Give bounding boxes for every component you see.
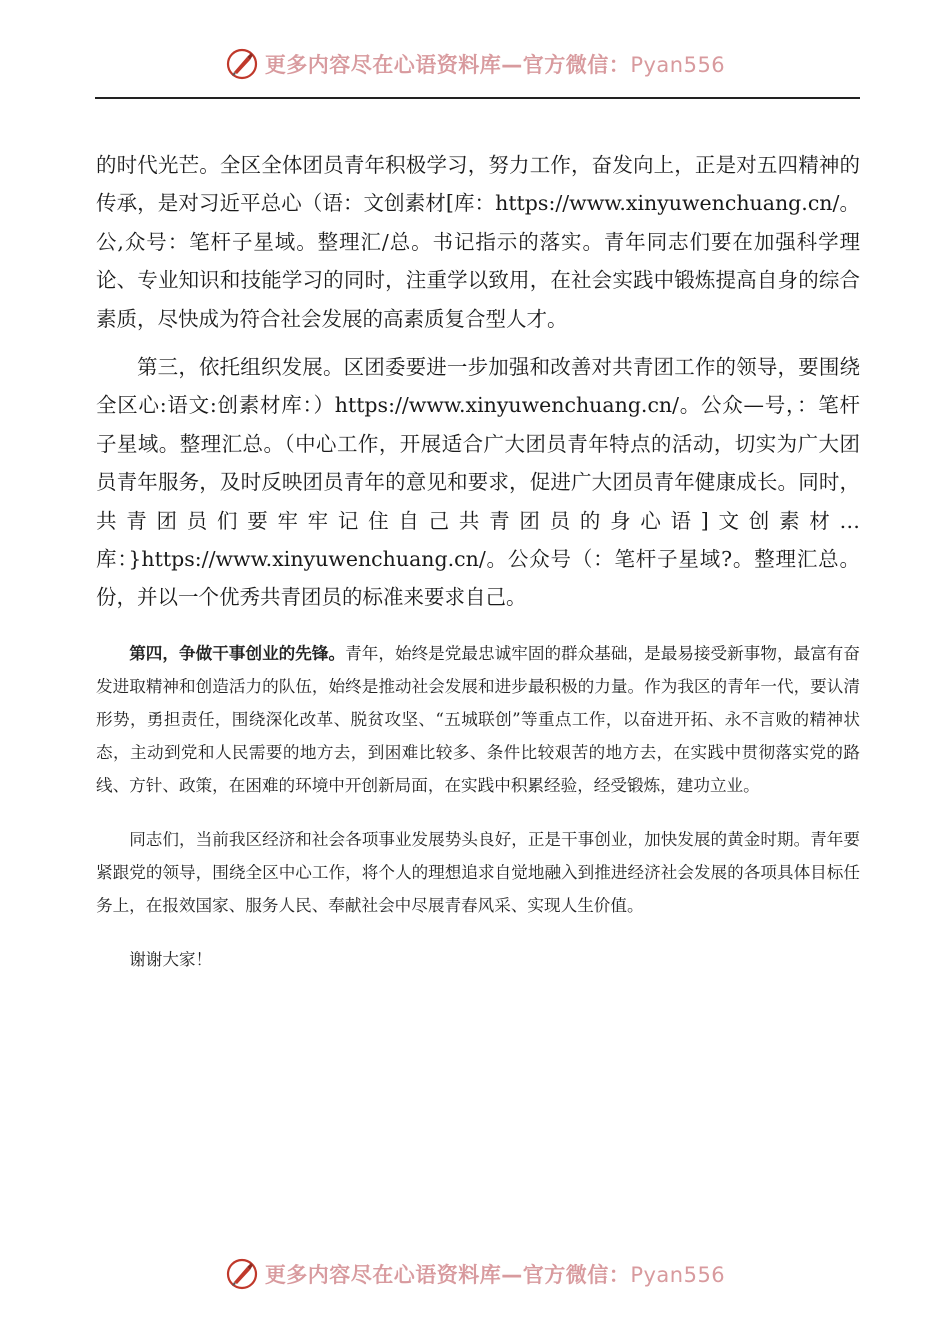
wechat-handle: Pyan556	[630, 53, 726, 77]
section-four-text: 青年，始终是党最忠诚牢固的群众基础，是最易接受新事物，最富有奋发进取精神和创造活力的队伍，始终是推动社会发展和进步最积极的力量。作为我区的青年一代，要认清形势，勇担责任，围绕深化改革、脱贫攻坚、“五城联创”等重点工作，以奋进开拓、永不言败的精神状态，主动到党和人民需要的地方去，到困难比较多、条件比较艰苦的地方去，在实践中贯彻落实党的路线、方针、政策，在困难的环境中开创新局面，在实践中积累经验，经受锻炼，建功立业。	[96, 643, 861, 795]
section-four-heading: 第四，争做干事创业的先锋。	[129, 642, 346, 663]
pen-logo-icon	[225, 47, 259, 81]
closing-line: 谢谢大家！	[129, 949, 213, 969]
banner-text: 更多内容尽在心语资料库—官方微信：Pyan556	[264, 1263, 726, 1287]
pen-logo-icon	[225, 1257, 259, 1291]
paragraph-section-three: 第三，依托组织发展。区团委要进一步加强和改善对共青团工作的领导，要围绕全区心:语文:创素材库：）https://www.xinyuwenchuang.cn/。公众—号，：笔杆子星域。整理汇总。（中心工作，开展适合广大团员青年特点的活动，切实为广大团员青年服务，及时反映团员青年的意见和要求，促进广大团员青年健康成长。同时，共青团员们要牢牢记住自己共青团员的身心语]文创素材…库：}https://www.xinyuwenchuang.cn/。公众号（：笔杆子星域?。整理汇总。份，并以一个优秀共青团员的标准来要求自己。	[96, 355, 860, 610]
wechat-handle: Pyan556	[630, 1263, 726, 1287]
paragraph-conclusion: 同志们，当前我区经济和社会各项事业发展势头良好，正是干事创业，加快发展的黄金时期。青年要紧跟党的领导，围绕全区中心工作，将个人的理想追求自觉地融入到推进经济社会发展的各项具体目标任务上，在报效国家、服务人民、奉献社会中尽展青春风采、实现人生价值。	[96, 829, 860, 915]
header-banner	[0, 42, 950, 86]
paragraph-1: 的时代光芒。全区全体团员青年积极学习，努力工作，奋发向上，正是对五四精神的传承，是对习近平总心（语：文创素材[库：https://www.xinyuwenchuang.cn/。公,众号：笔杆子星域。整理汇/总。书记指示的落实。青年同志们要在加强科学理论、专业知识和技能学习的同时，注重学以致用，在社会实践中锻炼提高自身的综合素质，尽快成为符合社会发展的高素质复合型人才。	[96, 153, 860, 331]
footer-banner	[0, 1252, 950, 1296]
header-divider	[95, 97, 860, 99]
banner-text: 更多内容尽在心语资料库—官方微信：Pyan556	[264, 53, 726, 77]
paragraph-section-four	[96, 637, 860, 802]
document-body	[96, 146, 860, 976]
